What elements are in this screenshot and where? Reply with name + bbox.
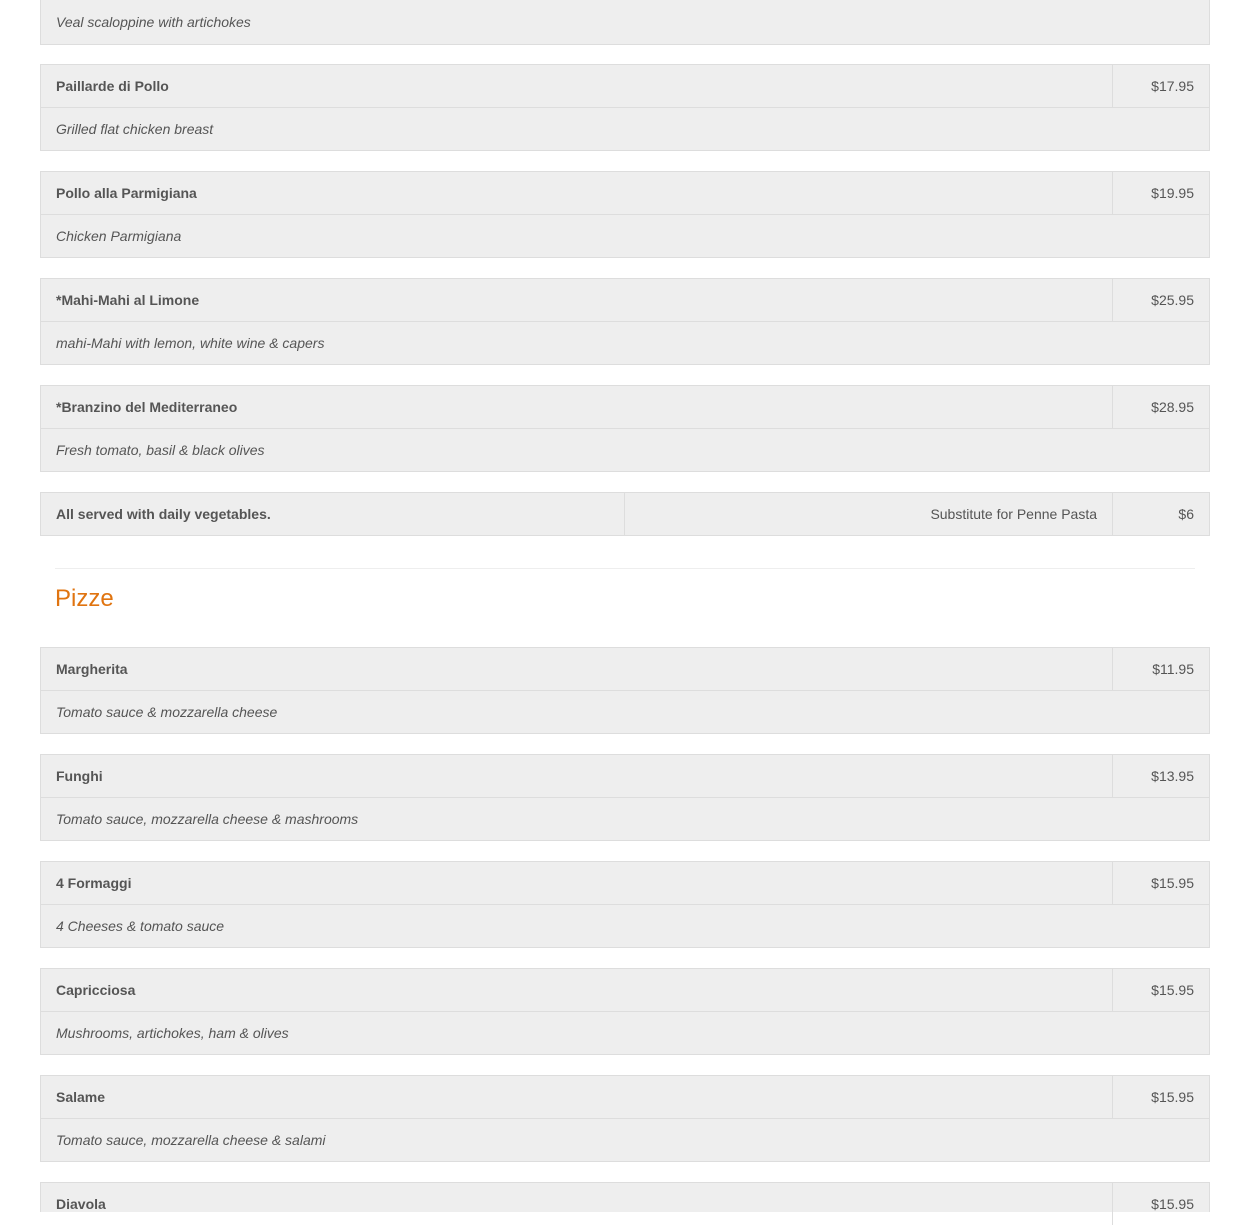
menu-item-name-row (41, 279, 1209, 321)
menu-item-name: Paillarde di Pollo (56, 78, 169, 94)
menu-item-description-row (41, 321, 1209, 364)
menu-item-description-row (41, 797, 1209, 840)
menu-item-price: $17.95 (1112, 65, 1209, 107)
menu-item-price: $28.95 (1112, 386, 1209, 428)
menu-item-price: $15.95 (1112, 969, 1209, 1011)
menu-item-name: Diavola (56, 1196, 106, 1212)
menu-item-table (40, 171, 1210, 258)
menu-item-description: mahi-Mahi with lemon, white wine & capers (56, 335, 325, 351)
menu-item-table (40, 278, 1210, 365)
menu-item-description-row (41, 904, 1209, 947)
menu-item-price: $19.95 (1112, 172, 1209, 214)
served-note-text: All served with daily vegetables. (41, 493, 625, 535)
menu-item-name-row (41, 1183, 1209, 1225)
menu-item-description: Veal scaloppine with artichokes (56, 14, 251, 30)
section-divider (55, 568, 1195, 569)
menu-item-table (40, 861, 1210, 948)
menu-item-description: Mushrooms, artichokes, ham & olives (56, 1025, 289, 1041)
menu-item-description: Grilled flat chicken breast (56, 121, 214, 137)
menu-item-name: Margherita (56, 661, 128, 677)
menu-item-price: $25.95 (1112, 279, 1209, 321)
menu-item-table (40, 1182, 1210, 1212)
menu-item-table (40, 0, 1210, 45)
menu-item-table (40, 647, 1210, 734)
menu-item-name-row (41, 1076, 1209, 1118)
menu-item-table (40, 968, 1210, 1055)
menu-item-name-row (41, 386, 1209, 428)
menu-item-name-row (41, 172, 1209, 214)
menu-item-name: *Mahi-Mahi al Limone (56, 292, 200, 308)
menu-item-name-row (41, 862, 1209, 904)
menu-item-name: 4 Formaggi (56, 875, 132, 891)
menu-item-price: $13.95 (1112, 755, 1209, 797)
menu-item-description: Tomato sauce, mozzarella cheese & mashrooms (56, 811, 359, 827)
menu-item-description: Tomato sauce, mozzarella cheese & salami (56, 1132, 326, 1148)
menu-item-price: $15.95 (1112, 1076, 1209, 1118)
menu-item-description-row (41, 107, 1209, 150)
menu-item-description: Tomato sauce & mozzarella cheese (56, 704, 278, 720)
menu-item-name: *Branzino del Mediterraneo (56, 399, 238, 415)
menu-item-name-row (41, 755, 1209, 797)
substitute-label: Substitute for Penne Pasta (930, 506, 1097, 522)
menu-item-description-row (41, 1011, 1209, 1054)
menu-item-description: 4 Cheeses & tomato sauce (56, 918, 225, 934)
menu-item-description: Fresh tomato, basil & black olives (56, 442, 265, 458)
menu-item-description-row (41, 690, 1209, 733)
served-note-row (41, 493, 1209, 535)
served-note-table (40, 492, 1210, 536)
menu-item-name-row (41, 969, 1209, 1011)
menu-item-description-row (41, 0, 1209, 44)
menu-item-description-row (41, 1118, 1209, 1161)
menu-item-table (40, 385, 1210, 472)
substitute-price: $6 (1112, 493, 1209, 535)
menu-item-table (40, 754, 1210, 841)
menu-item-name: Pollo alla Parmigiana (56, 185, 197, 201)
menu-item-price: $11.95 (1112, 648, 1209, 690)
menu-item-table (40, 1075, 1210, 1162)
menu-item-description: Chicken Parmigiana (56, 228, 182, 244)
menu-item-name-row (41, 65, 1209, 107)
menu-item-price: $15.95 (1112, 1183, 1209, 1225)
menu-item-name: Funghi (56, 768, 103, 784)
menu-item-name: Capricciosa (56, 982, 136, 998)
menu-item-price: $15.95 (1112, 862, 1209, 904)
section-title: Pizze (55, 585, 114, 612)
menu-item-name: Salame (56, 1089, 106, 1105)
menu-item-description-row (41, 214, 1209, 257)
menu-item-description-row (41, 428, 1209, 471)
menu-item-name-row (41, 648, 1209, 690)
menu-item-table (40, 64, 1210, 151)
